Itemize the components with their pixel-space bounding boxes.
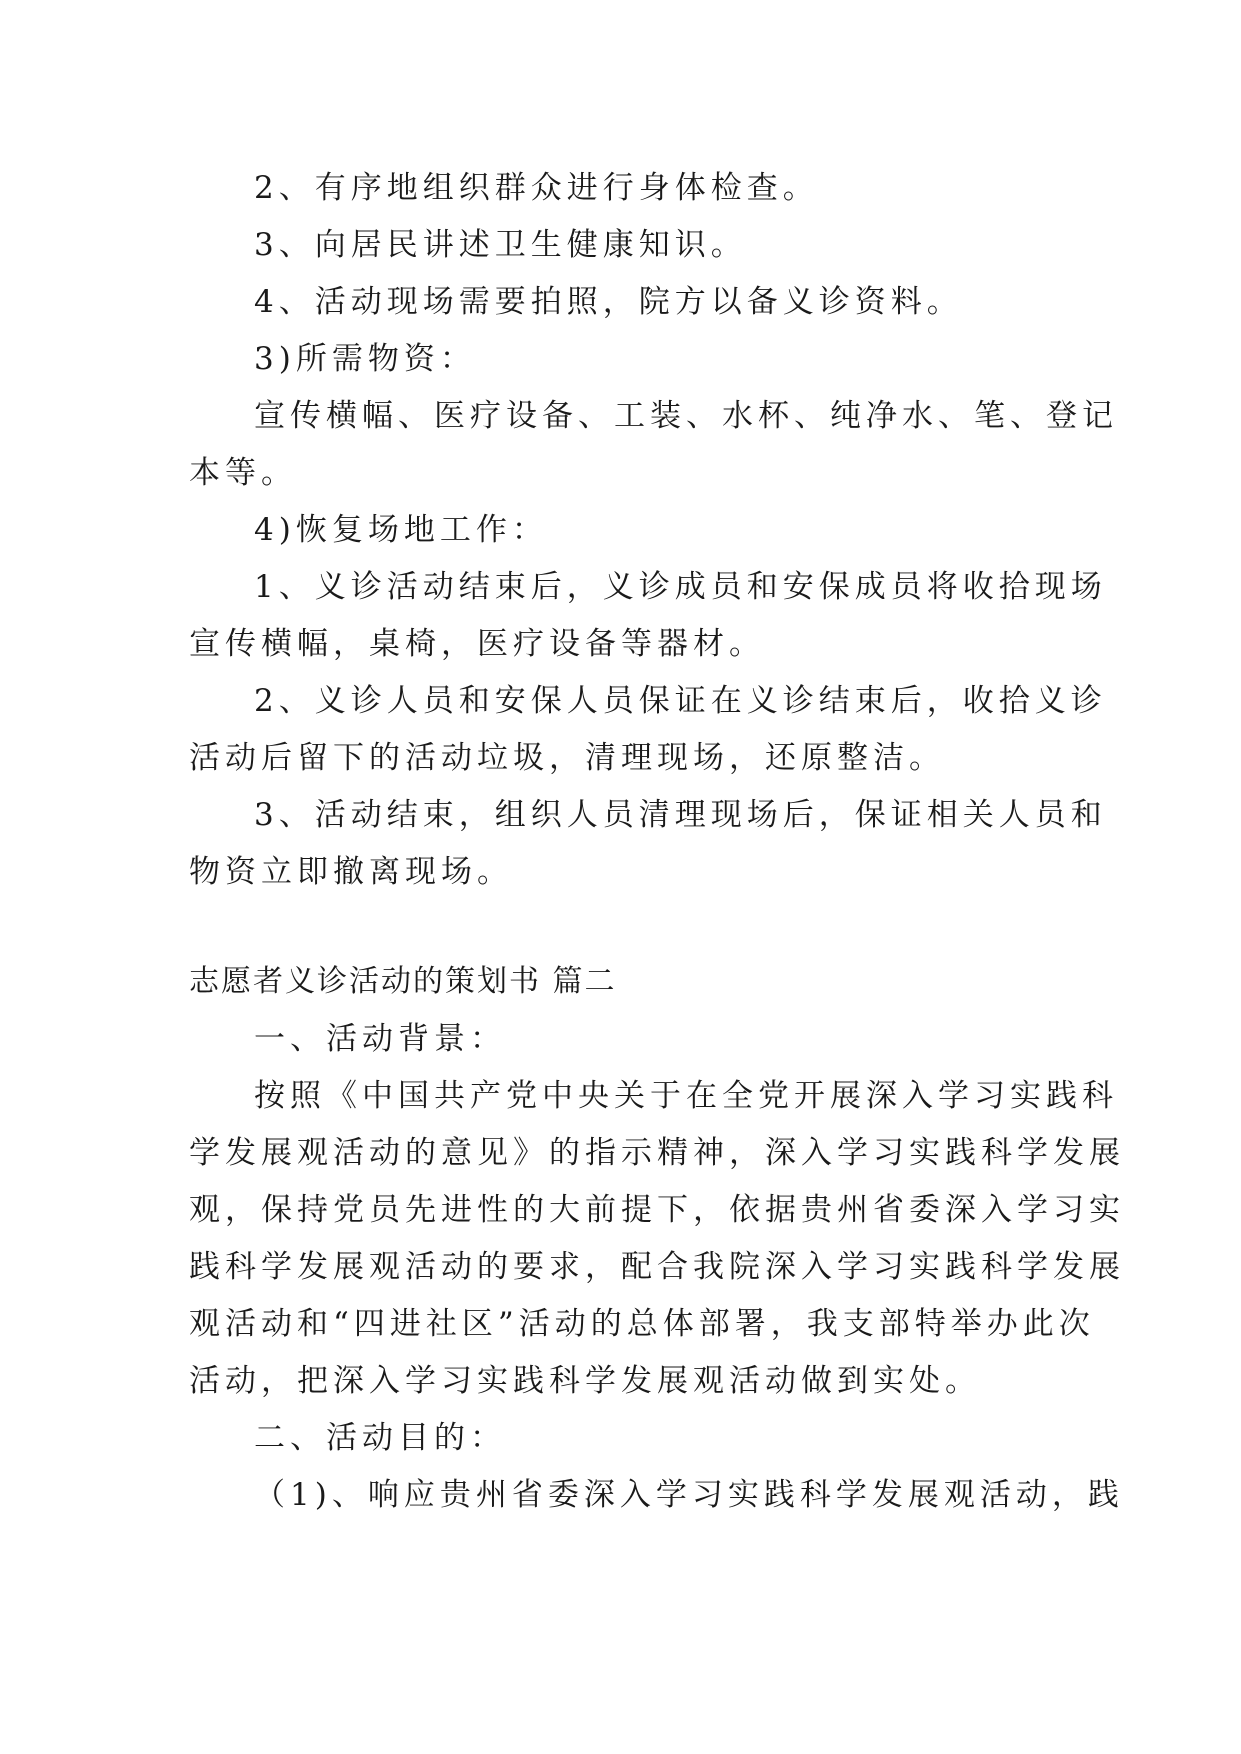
paragraph-line: 1、义诊活动结束后，义诊成员和安保成员将收拾现场 (254, 569, 1107, 605)
paragraph-line: 4、活动现场需要拍照，院方以备义诊资料。 (254, 284, 963, 320)
paragraph-line: 3、活动结束，组织人员清理现场后，保证相关人员和 (254, 797, 1107, 833)
paragraph-line: 按照《中国共产党中央关于在全党开展深入学习实践科 (254, 1078, 1118, 1114)
paragraph-line: 3、向居民讲述卫生健康知识。 (254, 227, 747, 263)
paragraph-line: （1)、响应贵州省委深入学习实践科学发展观活动，践 (254, 1477, 1124, 1513)
section-heading: 一、活动背景： (254, 1021, 506, 1057)
paragraph-line: 本等。 (189, 455, 297, 491)
paragraph-line: 学发展观活动的意见》的指示精神，深入学习实践科学发展 (189, 1135, 1125, 1171)
section-title: 志愿者义诊活动的策划书 篇二 (189, 964, 617, 999)
paragraph-line: 观活动和“四进社区”活动的总体部署，我支部特举办此次 (189, 1306, 1095, 1342)
paragraph-line: 践科学发展观活动的要求，配合我院深入学习实践科学发展 (189, 1249, 1125, 1285)
paragraph-line: 2、有序地组织群众进行身体检查。 (254, 170, 819, 206)
section-subheading: 4)恢复场地工作： (254, 512, 548, 548)
section-subheading: 3)所需物资： (254, 341, 476, 377)
paragraph-line: 活动后留下的活动垃圾，清理现场，还原整洁。 (189, 740, 945, 776)
paragraph-line: 观，保持党员先进性的大前提下，依据贵州省委深入学习实 (189, 1192, 1125, 1228)
paragraph-line: 物资立即撤离现场。 (189, 854, 513, 890)
section-heading: 二、活动目的： (254, 1420, 506, 1456)
paragraph-line: 宣传横幅、医疗设备、工装、水杯、纯净水、笔、登记 (254, 398, 1118, 434)
paragraph-line: 2、义诊人员和安保人员保证在义诊结束后，收拾义诊 (254, 683, 1107, 719)
paragraph-line: 活动，把深入学习实践科学发展观活动做到实处。 (189, 1363, 981, 1399)
paragraph-line: 宣传横幅，桌椅，医疗设备等器材。 (189, 626, 765, 662)
